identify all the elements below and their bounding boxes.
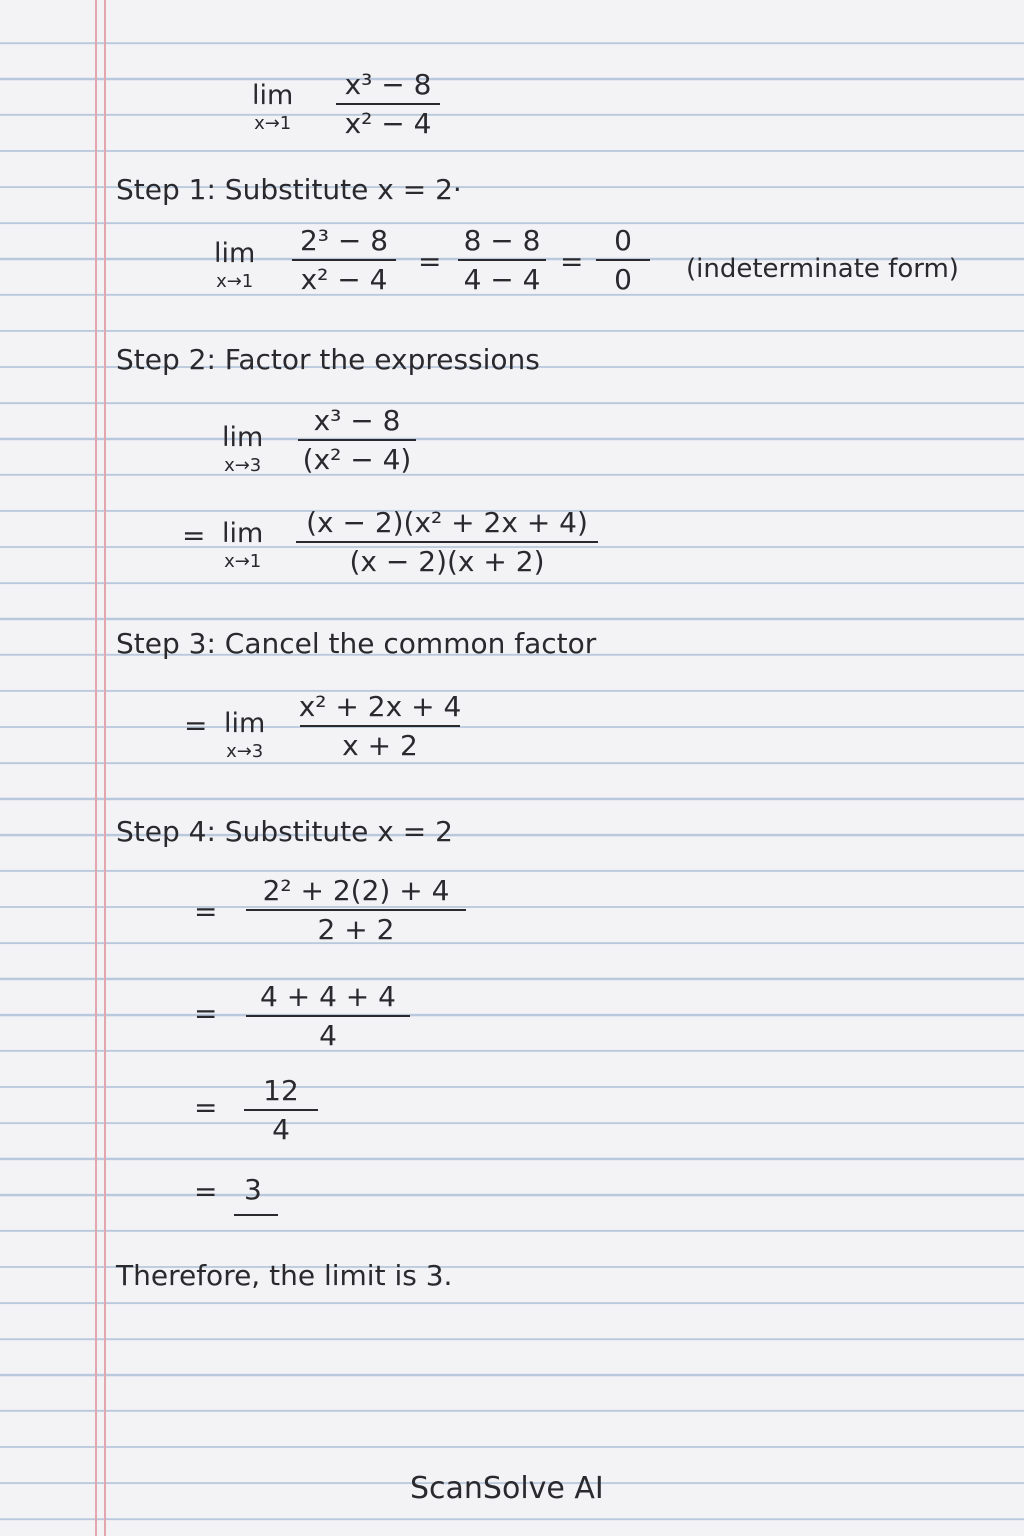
- fraction-bar: [292, 259, 396, 261]
- step3-limit: [224, 710, 265, 761]
- fraction-bar: [458, 259, 546, 261]
- equals-sign: =: [194, 997, 218, 1030]
- fraction-bar: [296, 541, 598, 543]
- equals-sign: =: [194, 1175, 218, 1208]
- fraction-bar: [596, 259, 650, 261]
- fraction-numerator: 0: [614, 224, 632, 257]
- step2-heading: Step 2: Factor the expressions: [116, 343, 540, 376]
- margin-line-left: [95, 0, 97, 1536]
- fraction-bar: [246, 909, 466, 911]
- lim-word: lim: [214, 238, 256, 269]
- fraction-bar: [244, 1109, 318, 1111]
- fraction-bar: [298, 439, 416, 441]
- equals-sign: =: [184, 709, 208, 742]
- step2-limit-2: [222, 520, 263, 571]
- step2-limit: [222, 424, 263, 475]
- step2-fraction: [298, 406, 416, 475]
- equals-sign: =: [560, 245, 584, 278]
- fraction-denominator: 4: [272, 1113, 290, 1147]
- step4-fraction-1: [246, 876, 466, 945]
- fraction-numerator: (x − 2)(x² + 2x + 4): [306, 506, 588, 539]
- fraction-denominator: 0: [614, 263, 632, 297]
- final-answer: 3: [244, 1173, 262, 1206]
- fraction-denominator: x² − 4: [300, 263, 388, 297]
- step1-limit: [214, 240, 255, 291]
- lim-word: lim: [224, 708, 266, 739]
- fraction-numerator: x³ − 8: [313, 404, 401, 437]
- lim-subscript: x→1: [216, 271, 254, 292]
- fraction-numerator: 2³ − 8: [299, 224, 389, 257]
- conclusion-text: Therefore, the limit is 3.: [116, 1259, 453, 1292]
- step4-fraction-3: [244, 1076, 318, 1145]
- step4-heading: Step 4: Substitute x = 2: [116, 815, 453, 848]
- fraction-numerator: 4 + 4 + 4: [260, 980, 396, 1013]
- lim-word: lim: [222, 518, 264, 549]
- step4-fraction-2: [246, 982, 410, 1051]
- problem-limit: [252, 82, 293, 133]
- fraction-numerator: x³ − 8: [344, 68, 432, 101]
- fraction-bar: [336, 103, 440, 105]
- fraction-denominator: 2 + 2: [317, 913, 395, 947]
- lim-subscript: x→1: [254, 113, 292, 134]
- fraction-numerator: 12: [263, 1074, 299, 1107]
- lim-subscript: x→1: [224, 551, 262, 572]
- fraction-numerator: x² + 2x + 4: [298, 690, 462, 723]
- step1-fraction-2: [458, 226, 546, 295]
- answer-underline: [234, 1214, 278, 1216]
- fraction-denominator: x + 2: [342, 729, 418, 763]
- step1-heading: Step 1: Substitute x = 2·: [116, 173, 462, 206]
- lim-subscript: x→3: [226, 741, 264, 762]
- step3-heading: Step 3: Cancel the common factor: [116, 627, 597, 660]
- equals-sign: =: [194, 1091, 218, 1124]
- equals-sign: =: [194, 895, 218, 928]
- step1-fraction-3: [596, 226, 650, 295]
- lim-word: lim: [252, 80, 294, 111]
- lim-subscript: x→3: [224, 455, 262, 476]
- margin-line-right: [104, 0, 106, 1536]
- fraction-denominator: (x² − 4): [302, 443, 412, 477]
- equals-sign: =: [418, 245, 442, 278]
- fraction-denominator: 4: [319, 1019, 337, 1053]
- fraction-numerator: 2² + 2(2) + 4: [262, 874, 450, 907]
- fraction-numerator: 8 − 8: [463, 224, 541, 257]
- footer-brand: ScanSolve AI: [410, 1471, 604, 1506]
- step2-factored-fraction: [296, 508, 598, 577]
- fraction-bar: [300, 725, 460, 727]
- fraction-bar: [246, 1015, 410, 1017]
- fraction-denominator: 4 − 4: [463, 263, 541, 297]
- fraction-denominator: x² − 4: [344, 107, 432, 141]
- fraction-denominator: (x − 2)(x + 2): [349, 545, 545, 579]
- step3-fraction: [300, 692, 460, 761]
- indeterminate-note: (indeterminate form): [686, 254, 959, 284]
- step1-fraction: [292, 226, 396, 295]
- lim-word: lim: [222, 422, 264, 453]
- problem-fraction: [336, 70, 440, 139]
- equals-sign: =: [182, 519, 206, 552]
